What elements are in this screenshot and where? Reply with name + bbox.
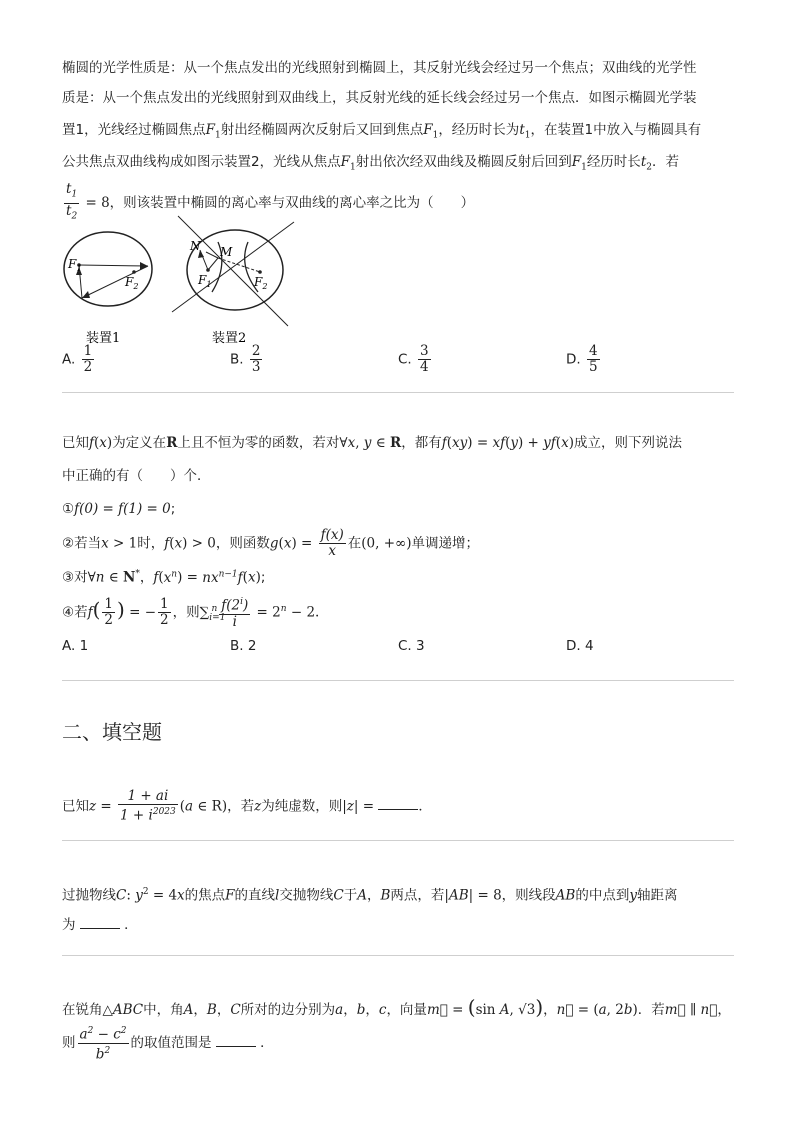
section-title: 二、填空题	[62, 720, 162, 744]
svg-text:N: N	[190, 239, 201, 253]
divider-3	[62, 840, 734, 841]
device-2-diagram	[172, 216, 294, 326]
svg-text:F2: $F_2$	[125, 275, 139, 291]
device-2-label: 装置2	[212, 331, 247, 346]
q2-option-b[interactable]: B. 2	[230, 638, 257, 654]
q2-line-1: 已知f(x)为定义在R上且不恒为零的函数，若对∀x, y ∈ R，都有f(xy) = xf(y) + yf(x)成立，则下列说法	[62, 435, 682, 451]
device-1-label: 装置1	[86, 331, 121, 346]
q3-answer-blank[interactable]	[378, 795, 418, 810]
q1-line-1: 椭圆的光学性质是：从一个焦点发出的光线照射到椭圆上，其反射光线会经过另一个焦点；双曲线的光学性	[62, 60, 697, 76]
t1-over-t2: $\frac{t_1}{t_2}$	[66, 181, 78, 222]
q1-option-d[interactable]: D. $\frac{4}{5}$	[566, 343, 598, 375]
svg-text:F1: $F_1$	[198, 273, 212, 289]
q1-line-3: 置1，光线经过椭圆焦点$F_1$射出经椭圆两次反射后又回到焦点$F_1$，经历时长为$t_1$，在装置1中放入与椭圆具有	[62, 122, 702, 141]
q4-line-2: 为 ．	[62, 914, 138, 935]
q4-line-1: 过抛物线C: $y^2 = 4x$的焦点F的直线l交抛物线C于A，B两点，若|AB| = 8，则线段AB的中点到y轴距离	[62, 887, 678, 904]
q1-condition: $\frac{t_1}{t_2}$ = 8，则该装置中椭圆的离心率与双曲线的离心率之比为（ ）	[62, 182, 474, 224]
q5-line-1: 在锐角△ABC中，角A，B，C所对的边分别为a，b，c，向量m⃗ = (sin A, √3)，n⃗ = (a, 2b)．若m⃗ ∥ n⃗，	[62, 995, 731, 1019]
q1-figures	[60, 212, 310, 347]
q5-line-2: 则 $\frac{a^2 - c^2}{b^2}$ 的取值范围是 ．	[62, 1026, 274, 1062]
q4-answer-blank[interactable]	[80, 914, 120, 929]
divider-2	[62, 680, 734, 681]
q2-statement-3: ③对∀n ∈ N*，$f(x^n) = nx^{n-1}f(x)$;	[62, 569, 266, 586]
q2-statement-2: ②若当x > 1时，f(x) > 0，则函数g(x) = $\frac{f(x)}{x}$ 在(0, +∞)单调递增；	[62, 527, 480, 559]
svg-text:F2: $F_2$	[254, 275, 268, 291]
q1-option-c[interactable]: C. $\frac{3}{4}$	[398, 343, 429, 375]
q5-answer-blank[interactable]	[216, 1032, 256, 1047]
q1-option-b[interactable]: B. $\frac{2}{3}$	[230, 343, 261, 375]
divider-4	[62, 955, 734, 956]
svg-text:F1: $F_1$	[68, 257, 82, 273]
q1-line-4: 公共焦点双曲线构成如图示装置2，光线从焦点$F_1$射出依次经双曲线及椭圆反射后回到$F_1$经历时长$t_2$．若	[62, 154, 679, 173]
q2-option-c[interactable]: C. 3	[398, 638, 425, 654]
device-1-diagram	[64, 232, 152, 306]
q2-option-d[interactable]: D. 4	[566, 638, 594, 654]
svg-text:M: M	[220, 245, 233, 259]
divider-1	[62, 392, 734, 393]
q3-line: 已知z = $\frac{1 + ai}{1 + i^{2023}}$ (a ∈ R)，若z为纯虚数，则|z| = ．	[62, 788, 432, 824]
q1-line-2: 质是：从一个焦点发出的光线照射到双曲线上，其反射光线的延长线会经过另一个焦点．如图示椭圆光学装	[62, 90, 697, 106]
q1-option-a[interactable]: A. $\frac{1}{2}$	[62, 343, 93, 375]
q2-statement-4: ④若f( $\frac{1}{2}$ ) = − $\frac{1}{2}$ ，则$\sum_{i=1}^n$ $\frac{f(2^i)}{i}$ = $2^n - 2$.	[62, 596, 320, 630]
q2-line-2: 中正确的有（ ）个．	[62, 468, 211, 484]
q2-statement-1: ①f(0) = f(1) = 0;	[62, 501, 176, 517]
q2-option-a[interactable]: A. 1	[62, 638, 89, 654]
